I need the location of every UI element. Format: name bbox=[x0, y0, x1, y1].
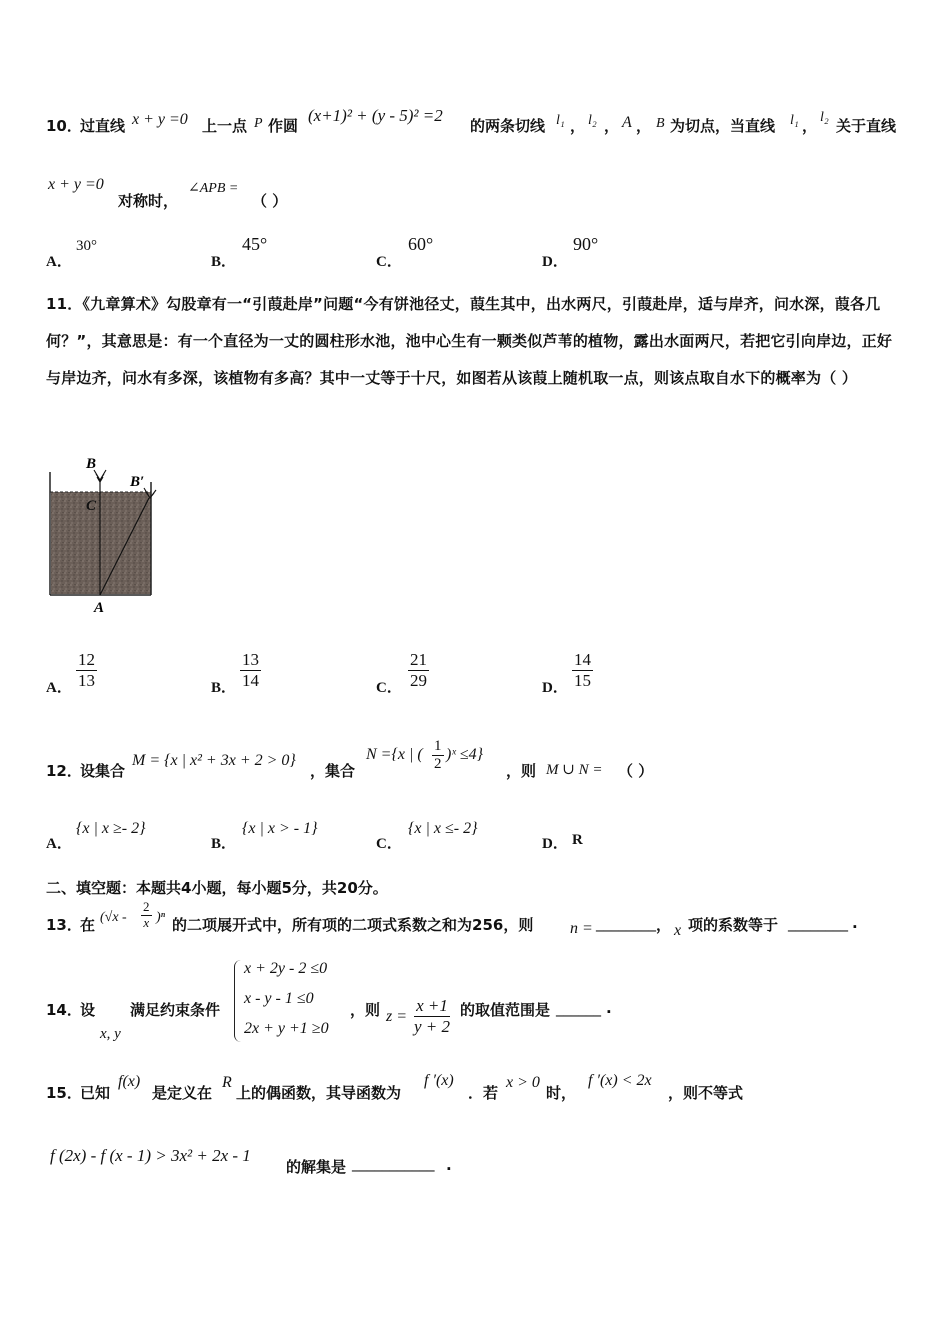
q11-option-c-numerator: 21 bbox=[410, 650, 427, 669]
question-13 bbox=[46, 900, 906, 948]
q15-number: 15． bbox=[46, 1084, 82, 1102]
question-15 bbox=[46, 1068, 806, 1108]
q11-option-b-numerator: 13 bbox=[242, 650, 259, 669]
q14-blank: ______ bbox=[556, 999, 601, 1017]
q10-line-l1: l₁ bbox=[790, 113, 799, 128]
q13-expr-prefix: (√x - bbox=[100, 910, 127, 925]
question-12 bbox=[46, 738, 746, 788]
q10-text-1: 过直线 bbox=[80, 117, 126, 135]
q10-option-d-value: 90° bbox=[573, 234, 599, 254]
q11-option-d-numerator: 14 bbox=[574, 650, 591, 669]
q11-option-d-denominator: 15 bbox=[574, 670, 591, 690]
q12-set-n-fraction bbox=[432, 738, 444, 774]
q14-text-2: 满足约束条件 bbox=[130, 1001, 221, 1019]
q12-option-a-label: A． bbox=[46, 836, 72, 852]
q12-set-n-denominator: 2 bbox=[434, 756, 442, 773]
q10-text-3: 作圆 bbox=[268, 117, 299, 135]
q13-fraction-numerator: 2 bbox=[143, 899, 150, 914]
q14-text-1: 设 bbox=[80, 1001, 96, 1019]
question-14 bbox=[46, 956, 746, 1048]
q14-constraint-brace bbox=[234, 960, 241, 1042]
q10-option-c-value: 60° bbox=[408, 234, 434, 254]
q14-z-numerator: x +1 bbox=[416, 996, 448, 1015]
q12-option-a-value: {x | x ≥- 2} bbox=[76, 820, 146, 837]
q13-blank-1: ________ bbox=[596, 914, 656, 932]
q10-option-c-label: C． bbox=[376, 254, 402, 270]
q11-option-a-fraction bbox=[76, 650, 97, 690]
q11-option-d-fraction bbox=[572, 650, 593, 690]
q14-end: . bbox=[606, 999, 612, 1017]
q15-main-inequality: f (2x) - f (x - 1) > 3x² + 2x - 1 bbox=[50, 1146, 251, 1165]
q10-circle-equation: (x+1)² + (y - 5)² =2 bbox=[308, 106, 443, 125]
question-11 bbox=[46, 286, 906, 397]
q12-union: M ∪ N = bbox=[546, 762, 603, 778]
q11-options bbox=[46, 648, 646, 698]
q10-number: 10． bbox=[46, 117, 82, 135]
q14-variables: x, y bbox=[100, 1026, 121, 1042]
q12-option-b-label: B． bbox=[211, 836, 237, 852]
label-b: B bbox=[86, 456, 97, 472]
q12-option-d-value: R bbox=[572, 832, 583, 848]
q12-set-n-numerator: 1 bbox=[432, 738, 444, 756]
q10-line-equation: x + y =0 bbox=[132, 111, 188, 128]
q10-point-b: B bbox=[656, 116, 665, 131]
q10-text-2: 上一点 bbox=[202, 117, 248, 135]
q11-option-b-fraction bbox=[240, 650, 261, 690]
q10-line-equation-2: x + y =0 bbox=[48, 176, 104, 193]
q10-option-b-value: 45° bbox=[242, 234, 268, 254]
q10-angle-apb: ∠APB = bbox=[188, 181, 239, 196]
q13-fraction bbox=[141, 900, 152, 931]
section-2-title: 二、填空题：本题共4小题，每小题5分，共20分。 bbox=[46, 879, 388, 897]
q13-text-1: 在 bbox=[80, 916, 96, 934]
q12-number: 12． bbox=[46, 762, 82, 780]
q15-text-4: ．若 bbox=[468, 1084, 499, 1102]
q14-z-fraction bbox=[412, 996, 452, 1036]
q10-point-a: A bbox=[622, 114, 632, 131]
q15-blank: ___________ bbox=[352, 1154, 435, 1172]
q11-option-a-numerator: 12 bbox=[78, 650, 95, 669]
q11-text: 《九章算术》勾股章有一“引葭赴岸”问题“今有饼池径丈，葭生其中，出水两尺，引葭赴岸，适与岸齐，问水深，葭各几何？”，其意思是：有一个直径为一丈的圆柱形水池，池中心生有一颗类似芦苇的植物，露出水面两尺，若把它引向岸边，正好与岸边齐，问水有多深，该植物有多高？其中一丈等于十尺，如图若从该葭上随机取一点，则该点取自水下的概率为（ ） bbox=[46, 295, 893, 387]
q12-options bbox=[46, 812, 646, 852]
q10-option-b-label: B． bbox=[211, 254, 237, 270]
question-15-line-2 bbox=[46, 1146, 546, 1180]
q15-end: . bbox=[446, 1156, 452, 1174]
q11-option-a-label: A． bbox=[46, 680, 72, 696]
q13-fraction-denominator: x bbox=[143, 914, 150, 930]
q15-text-3: 上的偶函数，其导函数为 bbox=[236, 1084, 402, 1102]
q10-answer-paren: （ ） bbox=[252, 192, 288, 210]
q11-option-c-label: C． bbox=[376, 680, 402, 696]
q13-x-term: x bbox=[674, 922, 682, 939]
q10-tangent-l2: l₂ bbox=[588, 113, 597, 128]
q10-option-a-value: 30° bbox=[76, 238, 97, 254]
water-body bbox=[51, 492, 151, 594]
label-b-prime: B′ bbox=[130, 474, 145, 490]
q13-end: . bbox=[852, 914, 858, 932]
q15-text-5: 时， bbox=[546, 1084, 577, 1102]
q14-constraint-3: 2x + y +1 ≥0 bbox=[244, 1020, 329, 1037]
q13-text-2: 的二项展开式中，所有项的二项式系数之和为256，则 bbox=[172, 916, 534, 934]
q12-answer-paren: （ ） bbox=[618, 762, 654, 780]
q13-text-3: ， bbox=[656, 916, 672, 934]
q11-option-b-denominator: 14 bbox=[242, 670, 259, 690]
q15-derivative-inequality: f ′(x) < 2x bbox=[588, 1072, 652, 1089]
q13-n-equals: n = bbox=[570, 920, 593, 937]
q10-comma-1: ， bbox=[570, 117, 586, 135]
label-a: A bbox=[94, 600, 105, 616]
q11-figure bbox=[46, 452, 166, 617]
q12-option-b-value: {x | x > - 1} bbox=[242, 820, 318, 837]
q13-number: 13． bbox=[46, 916, 82, 934]
q14-constraint-2: x - y - 1 ≤0 bbox=[244, 990, 314, 1007]
q11-option-a-denominator: 13 bbox=[78, 670, 95, 690]
q11-option-c-denominator: 29 bbox=[410, 670, 427, 690]
q11-number: 11． bbox=[46, 295, 83, 313]
q15-derivative: f ′(x) bbox=[424, 1072, 454, 1089]
q15-text-2: 是定义在 bbox=[152, 1084, 213, 1102]
q15-set-r: R bbox=[222, 1074, 232, 1091]
q14-number: 14． bbox=[46, 1001, 82, 1019]
label-c: C bbox=[86, 498, 97, 514]
q10-text-4: 的两条切线 bbox=[470, 117, 546, 135]
q14-constraint-1: x + 2y - 2 ≤0 bbox=[244, 960, 328, 977]
q10-comma-3: ， bbox=[636, 117, 652, 135]
q10-point-p: P bbox=[254, 116, 263, 131]
q12-text-1: 设集合 bbox=[80, 762, 126, 780]
q14-z-equals: z = bbox=[386, 1008, 408, 1025]
q15-condition: x > 0 bbox=[506, 1074, 540, 1091]
q12-option-c-label: C． bbox=[376, 836, 402, 852]
q10-options bbox=[46, 232, 646, 272]
q10-line-l2: l₂ bbox=[820, 110, 829, 125]
q12-set-n-suffix: )ˣ ≤4} bbox=[446, 746, 484, 763]
q10-option-d-label: D． bbox=[542, 254, 568, 270]
pond-diagram bbox=[46, 452, 166, 617]
q14-text-4: 的取值范围是 bbox=[460, 1001, 551, 1019]
q10-text-7: 对称时， bbox=[118, 192, 179, 210]
q11-option-b-label: B． bbox=[211, 680, 237, 696]
q15-text-6: ，则不等式 bbox=[668, 1084, 744, 1102]
q15-f-of-x: f(x) bbox=[118, 1073, 141, 1090]
q10-option-a-label: A． bbox=[46, 254, 72, 270]
q10-text-5: 为切点，当直线 bbox=[670, 117, 776, 135]
q13-blank-2: ________ bbox=[788, 914, 848, 932]
q15-text-1: 已知 bbox=[80, 1084, 111, 1102]
q12-option-c-value: {x | x ≤- 2} bbox=[408, 820, 478, 837]
q10-tangent-l1: l₁ bbox=[556, 113, 565, 128]
q12-set-m: M = {x | x² + 3x + 2 > 0} bbox=[132, 752, 296, 769]
q12-text-3: ，则 bbox=[506, 762, 537, 780]
q12-text-2: ，集合 bbox=[310, 762, 356, 780]
q10-comma-2: ， bbox=[604, 117, 620, 135]
q13-text-4: 项的系数等于 bbox=[688, 916, 779, 934]
q12-set-n-prefix: N ={x | ( bbox=[366, 746, 423, 763]
q13-expr-suffix: )ⁿ bbox=[156, 910, 166, 925]
q12-option-d-label: D． bbox=[542, 836, 568, 852]
q14-z-denominator: y + 2 bbox=[414, 1016, 451, 1036]
q14-text-3: ，则 bbox=[350, 1001, 381, 1019]
q15-text-7: 的解集是 bbox=[286, 1158, 347, 1176]
q10-text-6: 关于直线 bbox=[836, 117, 897, 135]
q11-option-d-label: D． bbox=[542, 680, 568, 696]
q10-comma-4: ， bbox=[802, 117, 818, 135]
q11-option-c-fraction bbox=[408, 650, 429, 690]
